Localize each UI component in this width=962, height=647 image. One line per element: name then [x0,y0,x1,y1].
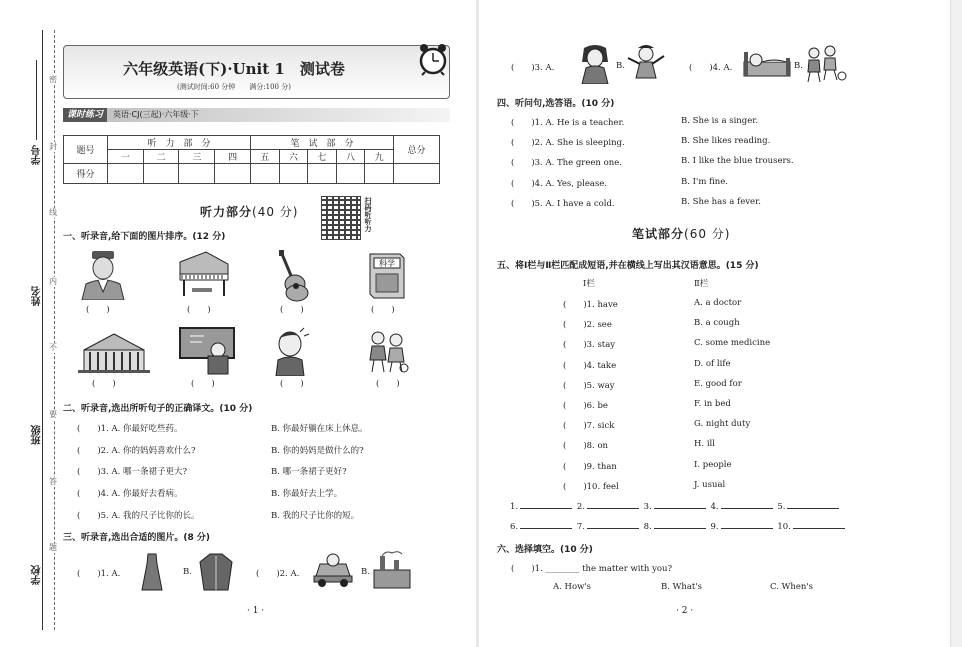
score-cell[interactable] [394,164,440,184]
q3-item-2a: ( )2. A. [256,569,300,579]
kids-running-icon [804,44,848,84]
factory-icon [372,550,412,590]
q6-title: 六、选择填空。(10 分) [497,545,593,555]
q4-option-b: B. She is a singer. [681,116,759,126]
q6-option: B. What's [661,582,703,592]
page-title: 六年级英语(下)·Unit 1 测试卷 [123,60,345,78]
q5-item: ( )8. on [563,441,609,451]
q4-option-b: B. She likes reading. [681,136,771,146]
q6-question: ( )1. ________ the matter with you? [511,564,673,574]
score-cell[interactable] [308,164,337,184]
score-col: 一 [108,150,144,164]
margin-note: 答 [49,477,57,486]
q3-item-3a: ( )3. A. [511,63,555,73]
margin-fill-line [36,60,48,140]
girl-in-bed-icon [742,48,792,80]
q5-match: E. good for [694,379,742,389]
score-col: 五 [250,150,279,164]
q5-match: I. people [694,460,732,470]
answer-blank[interactable]: ( ) [371,305,395,315]
q1-title: 一、听录音,给下面的图片排序。(12 分) [63,232,226,242]
q5-match: B. a cough [694,318,740,328]
answer-blank[interactable]: ( ) [92,379,116,389]
title-box [63,45,450,99]
translation-blanks-row2: 6. 7. 8. 9. 10. [510,520,847,532]
q5-col1-header: Ⅰ栏 [583,279,595,289]
qr-code-icon[interactable] [321,196,361,240]
score-cell[interactable] [250,164,279,184]
guitar-icon [274,248,310,302]
teacher-board-icon [178,326,236,376]
answer-blank[interactable]: ( ) [280,305,304,315]
jacket-icon [198,552,234,592]
q4-option-a: ( )3. A. The green one. [511,158,622,168]
q2-title: 二、听录音,选出所听句子的正确译文。(10 分) [63,404,253,414]
translation-blanks-row1: 1. 2. 3. 4. 5. [510,500,841,512]
q5-item: ( )4. take [563,361,617,371]
page-number: · 1 · [247,606,265,616]
q3-item-1a: ( )1. A. [77,569,121,579]
q4-option-a: ( )1. A. He is a teacher. [511,118,625,128]
margin-note: 题 [49,543,57,552]
doctor-icon [78,248,128,300]
q3-item-3b: B. [616,61,625,71]
margin-label-school: 学校 [32,565,43,585]
fill-blank[interactable] [793,520,845,529]
q5-match: H. ill [694,439,715,449]
q5-item: ( )2. see [563,320,612,330]
listening-heading: 听力部分(40 分) [200,205,299,219]
q5-item: ( )1. have [563,300,618,310]
page-gutter [476,0,479,647]
q2-option-a: ( )4. A. 你最好去看病。 [77,489,183,499]
q2-option-a: ( )5. A. 我的尺子比你的长。 [77,511,200,521]
q2-option-b: B. 我的尺子比你的短。 [271,511,360,521]
q4-option-b: B. I like the blue trousers. [681,156,794,166]
score-col: 九 [365,150,394,164]
writing-group-header: 笔 试 部 分 [250,136,393,150]
answer-blank[interactable]: ( ) [86,305,110,315]
score-cell[interactable] [179,164,215,184]
test-info: (测试时间:60 分钟 满分:100 分) [177,83,291,91]
margin-label-class: 班级 [32,425,43,445]
viewer-edge [950,0,962,647]
q4-title: 四、听问句,选答语。(10 分) [497,99,615,109]
book-label: 科学 [379,259,395,268]
fill-blank[interactable] [654,500,706,509]
girl-dancing-icon [626,44,668,82]
answer-blank[interactable]: ( ) [191,379,215,389]
margin-note: 封 [49,142,57,151]
brand-logo: 课时练习 [63,108,107,122]
score-row-label: 得分 [64,164,108,184]
q5-item: ( )9. than [563,462,617,472]
score-col: 三 [179,150,215,164]
margin-label-student-id: 学号 [32,145,43,165]
dress-icon [140,552,164,592]
score-cell[interactable] [279,164,308,184]
page-2 [480,0,950,647]
score-table [63,135,440,184]
fill-blank[interactable] [520,520,572,529]
fill-blank[interactable] [721,520,773,529]
sick-boy-icon [270,326,312,376]
margin-note: 要 [49,410,57,419]
q2-option-b: B. 你最好去上学。 [271,489,343,499]
q6-option: A. How's [553,582,592,592]
q5-item: ( )5. way [563,381,615,391]
q5-match: C. some medicine [694,338,771,348]
q5-match: G. night duty [694,419,751,429]
q6-option: C. When's [770,582,814,592]
listening-group-header: 听 力 部 分 [108,136,251,150]
q4-option-a: ( )5. A. I have a cold. [511,199,615,209]
q5-match: D. of life [694,359,731,369]
alarm-clock-icon [417,42,449,76]
q5-match: A. a doctor [694,298,742,308]
score-cell[interactable] [336,164,365,184]
fill-blank[interactable] [587,500,639,509]
piano-icon [176,248,232,300]
page-1 [0,0,475,647]
writing-heading: 笔试部分(60 分) [632,227,731,241]
score-col: 七 [308,150,337,164]
q4-option-b: B. She has a fever. [681,197,761,207]
fill-blank[interactable] [721,500,773,509]
q3-item-4a: ( )4. A. [689,63,733,73]
margin-note: 不 [49,343,57,352]
margin-note: 内 [49,277,57,286]
q4-option-a: ( )4. A. Yes, please. [511,179,608,189]
q5-col2-header: Ⅱ栏 [694,279,709,289]
score-table-header: 题号 [64,136,108,164]
q5-title: 五、将Ⅰ栏与Ⅱ栏匹配成短语,并在横线上写出其汉语意思。(15 分) [497,261,759,271]
qr-caption: 扫码听听力 [364,197,373,232]
page-number: · 2 · [676,606,694,616]
fill-blank[interactable] [654,520,706,529]
q5-match: J. usual [694,480,726,490]
score-cell[interactable] [108,164,144,184]
score-col: 四 [215,150,251,164]
hospital-building-icon [76,330,152,374]
margin-note: 密 [49,75,57,84]
girl-singing-icon [578,44,612,84]
q2-option-a: ( )3. A. 哪一条裙子更大? [77,467,188,477]
score-col: 八 [336,150,365,164]
score-col: 六 [279,150,308,164]
score-cell[interactable] [215,164,251,184]
q5-item: ( )10. feel [563,482,619,492]
q5-item: ( )6. be [563,401,608,411]
q4-option-a: ( )2. A. She is sleeping. [511,138,625,148]
q2-option-b: B. 你的妈妈是做什么的? [271,446,364,456]
q3-item-2b: B. [361,567,370,577]
fill-blank[interactable] [587,520,639,529]
margin-note: 线 [49,208,57,217]
series-label: 英语·CJ(三起)·六年级·下 [113,110,199,119]
q5-item: ( )7. sick [563,421,615,431]
total-header: 总分 [394,136,440,164]
series-banner [63,108,450,122]
science-book-icon [366,250,408,300]
q3-item-1b: B. [183,567,192,577]
score-col: 二 [143,150,179,164]
margin-label-name: 姓名 [32,286,43,306]
q4-option-b: B. I'm fine. [681,177,728,187]
margin-dashed-line [54,30,55,630]
q3-item-4b: B. [794,61,803,71]
score-cell[interactable] [365,164,394,184]
q2-option-b: B. 你最好躺在床上休息。 [271,424,368,434]
fill-blank[interactable] [787,500,839,509]
answer-blank[interactable]: ( ) [187,305,211,315]
q2-option-a: ( )2. A. 你的妈妈喜欢什么? [77,446,196,456]
children-playing-icon [366,328,410,374]
q3-title: 三、听录音,选出合适的图片。(8 分) [63,533,211,543]
answer-blank[interactable]: ( ) [376,379,400,389]
fill-blank[interactable] [520,500,572,509]
q2-option-b: B. 哪一条裙子更好? [271,467,347,477]
q5-item: ( )3. stay [563,340,616,350]
car-driver-icon [312,552,354,588]
answer-blank[interactable]: ( ) [280,379,304,389]
q5-match: F. in bed [694,399,731,409]
q2-option-a: ( )1. A. 你最好吃些药。 [77,424,183,434]
score-cell[interactable] [143,164,179,184]
